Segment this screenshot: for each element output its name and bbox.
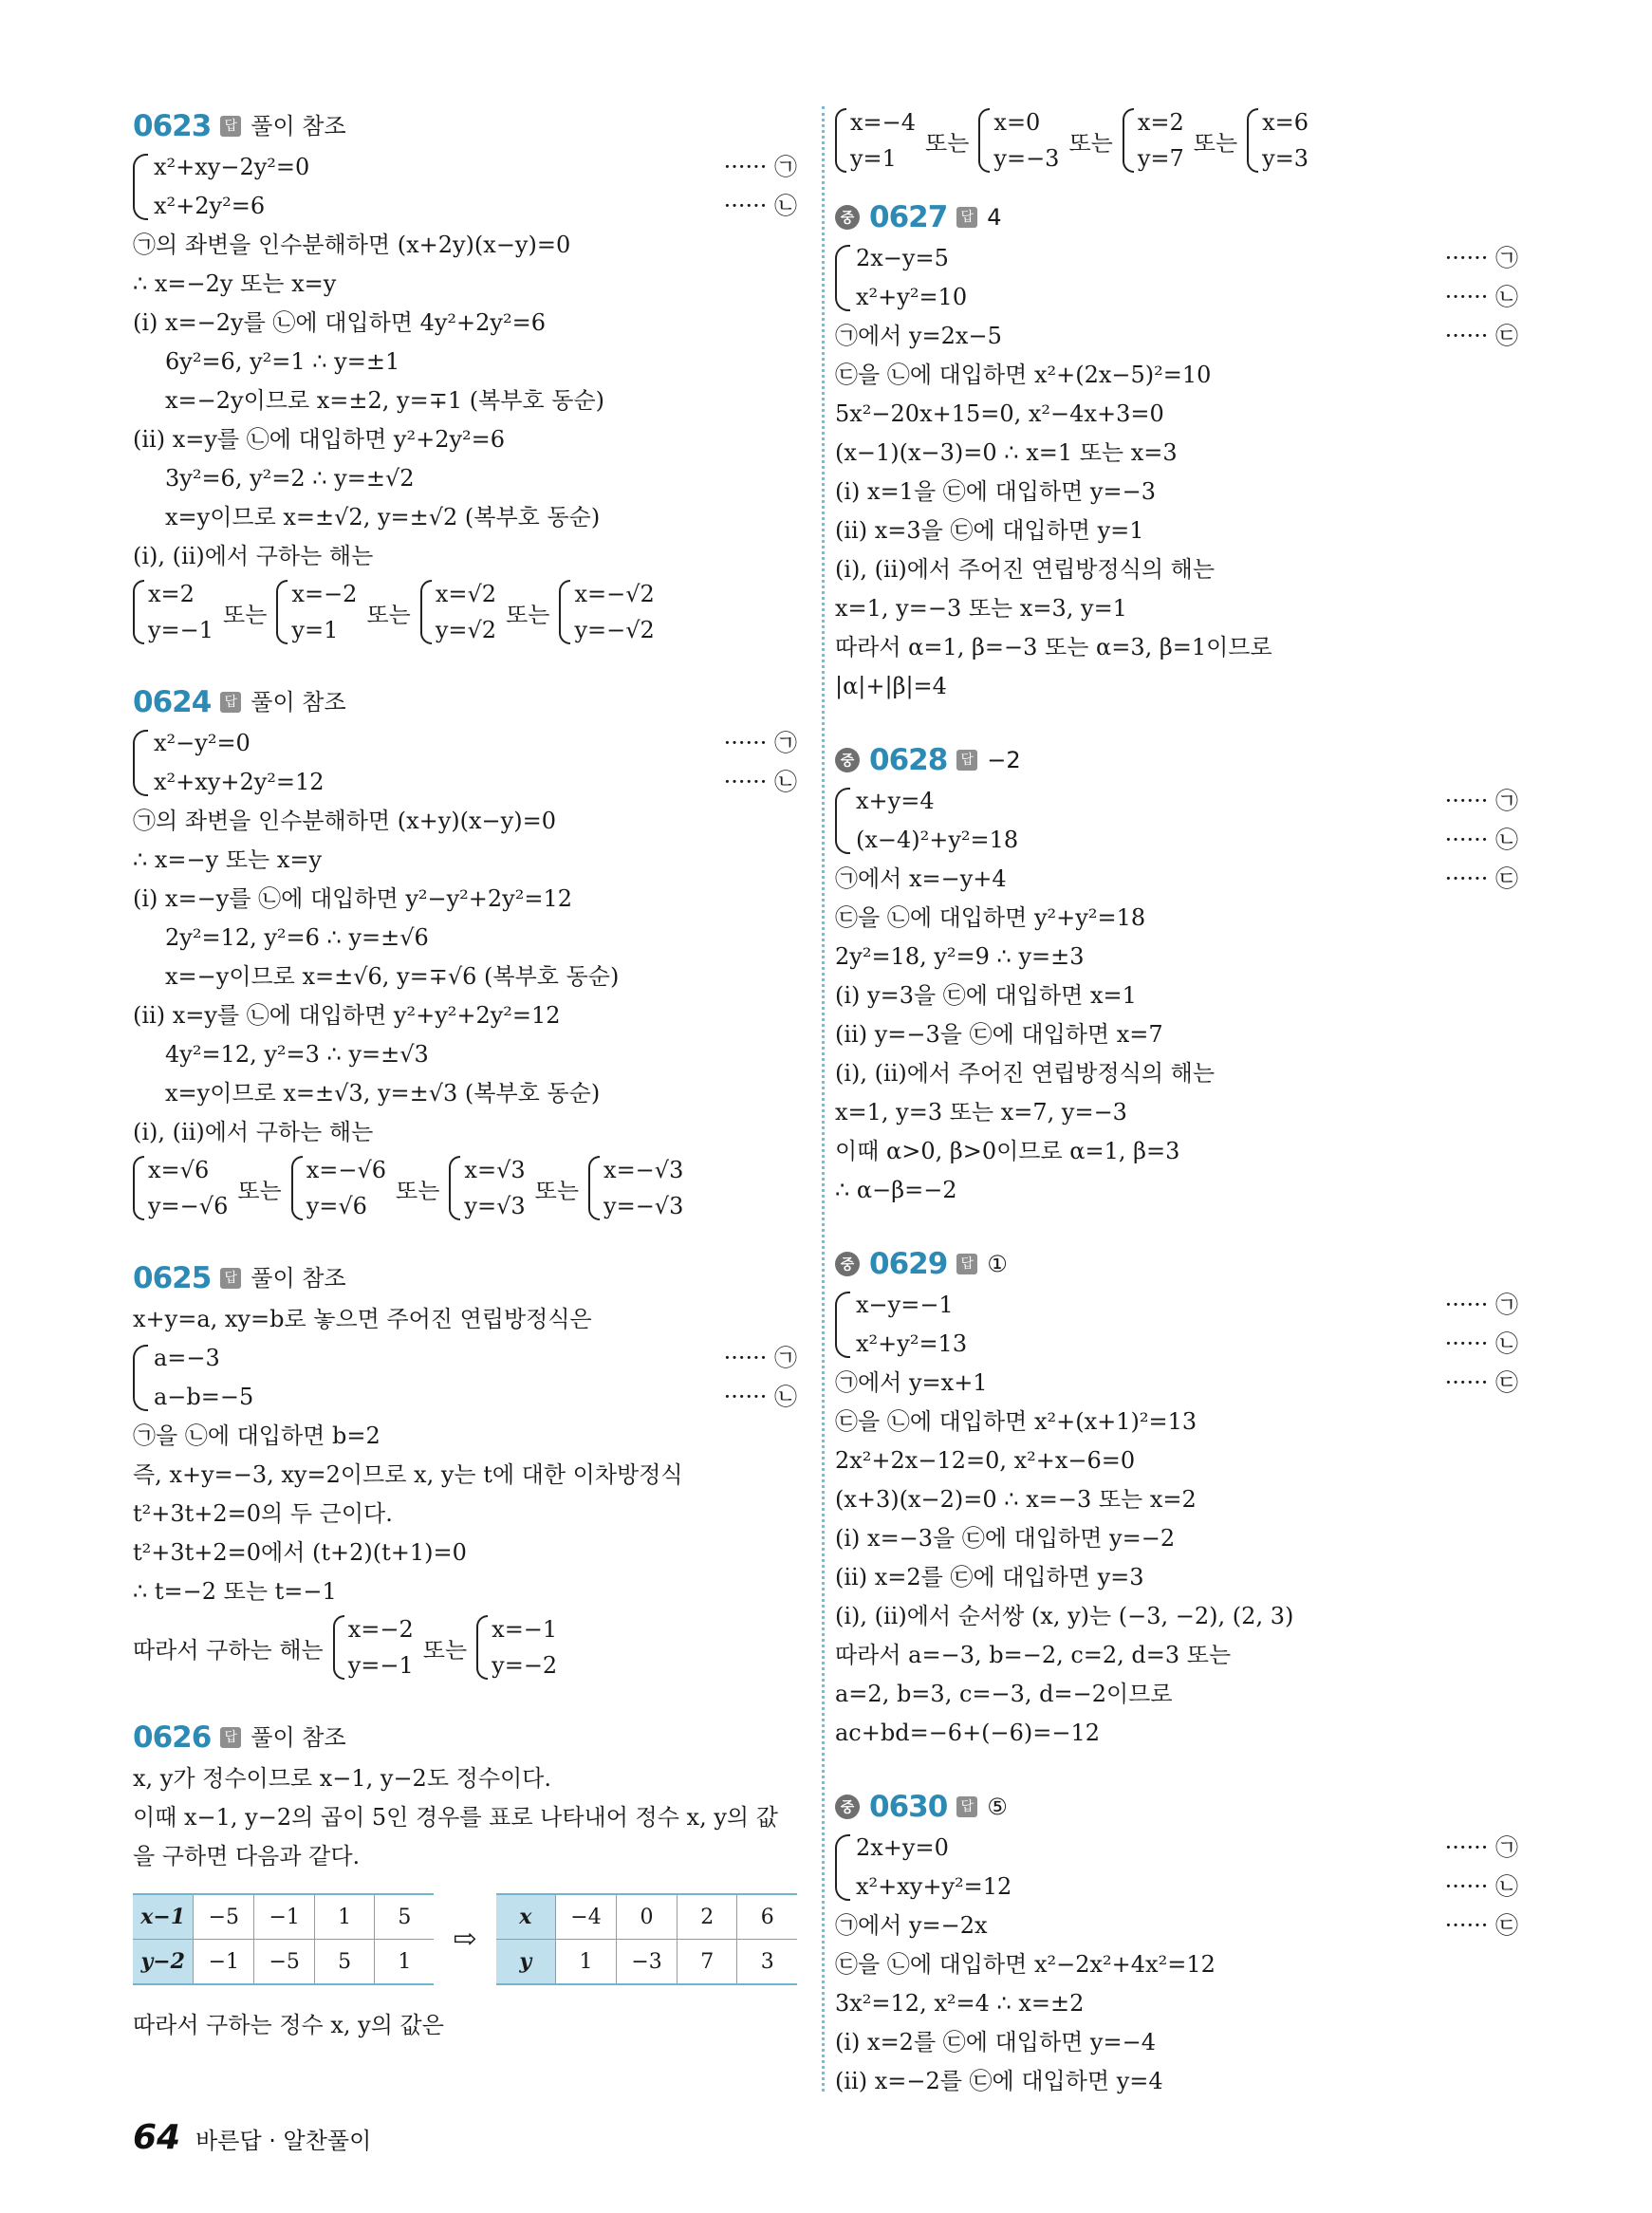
solution-line: (x+3)(x−2)=0 ∴ x=−3 또는 x=2 (835, 1486, 1197, 1513)
product-table (133, 1893, 434, 1985)
equation-system (133, 1339, 797, 1417)
table-cell: 2 (678, 1894, 737, 1940)
solution-line: (ⅰ) x=−2y를 ㉡에 대입하면 4y²+2y²=6 (133, 309, 546, 336)
solution-line: 을 구하면 다음과 같다. (133, 1843, 361, 1869)
equation-system (133, 148, 797, 226)
answer-text: ⑤ (987, 1794, 1008, 1820)
solution-system: x=−4 y=1 (835, 104, 916, 177)
equation-system (835, 1829, 1518, 1906)
solution-line: (ⅱ) x=y를 ㉡에 대입하면 y²+2y²=6 (133, 426, 506, 453)
table-cell: −1 (254, 1894, 315, 1940)
problem-header (835, 1785, 1518, 1829)
or-word: 또는 (396, 1177, 440, 1204)
solution-line: ㉢을 ㉡에 대입하면 x²+(x+1)²=13 (835, 1408, 1197, 1435)
right-arrow-icon: ⇨ (453, 1923, 477, 1956)
or-word: 또는 (1193, 129, 1238, 157)
equation: (x−4)²+y²=18 (856, 827, 1019, 853)
book-title: 바른답 · 알찬풀이 (195, 2128, 372, 2154)
problem-number: 0629 (869, 1247, 948, 1281)
equation: x²−y²=0 (154, 730, 251, 756)
equation: x²+y²=10 (856, 284, 968, 310)
solution-line: ∴ x=−2y 또는 x=y (133, 270, 337, 297)
answer-icon: 답 (956, 750, 977, 771)
equation: a−b=−5 (154, 1384, 254, 1410)
answer-text: 풀이 참조 (251, 1724, 346, 1751)
answer-icon: 답 (956, 1254, 977, 1274)
solution-line: ∴ α−β=−2 (835, 1177, 957, 1203)
brace-icon (133, 580, 144, 644)
answer-text: ① (987, 1251, 1008, 1277)
solution-line: (ⅰ), (ⅱ)에서 구하는 해는 (133, 1119, 374, 1145)
equation-tag: ······ ㉢ (1444, 865, 1518, 892)
solution-line: 따라서 구하는 해는 (133, 1636, 324, 1664)
equation-tag: ······ ㉡ (723, 1384, 797, 1410)
solution-line: 따라서 α=1, β=−3 또는 α=3, β=1이므로 (835, 634, 1272, 660)
equation-tag: ······ ㉢ (1444, 1369, 1518, 1396)
solution-line: ㉢을 ㉡에 대입하면 x²−2x²+4x²=12 (835, 1951, 1216, 1978)
table-cell: −1 (194, 1940, 254, 1985)
solution-line: x=1, y=−3 또는 x=3, y=1 (835, 595, 1127, 622)
brace-icon (133, 1345, 148, 1411)
or-word: 또는 (506, 601, 550, 628)
solution-line: ㉠의 좌변을 인수분해하면 (x+2y)(x−y)=0 (133, 232, 571, 258)
table-cell: 5 (375, 1894, 435, 1940)
problem-header (835, 195, 1518, 239)
equation-tag: ······ ㉠ (1444, 788, 1518, 814)
solution-line: ㉠에서 y=−2x (835, 1912, 988, 1939)
problem-0624 (133, 680, 797, 1224)
table-cell: 7 (678, 1940, 737, 1985)
solution-systems (835, 104, 1518, 177)
or-word: 또는 (925, 129, 970, 157)
solution-line: (ⅱ) x=2를 ㉢에 대입하면 y=3 (835, 1564, 1144, 1590)
answer-icon: 답 (220, 116, 241, 137)
solution-system: x=√3 y=√3 (449, 1152, 525, 1224)
solution-line: (ⅰ) y=3을 ㉢에 대입하면 x=1 (835, 982, 1137, 1009)
problem-0628 (835, 738, 1518, 1210)
table-cell: 1 (375, 1940, 435, 1985)
solution-systems (133, 1611, 797, 1683)
problem-number: 0630 (869, 1790, 948, 1824)
equation-system (835, 239, 1518, 317)
or-word: 또는 (422, 1636, 468, 1664)
solution-line: 이때 x−1, y−2의 곱이 5인 경우를 표로 나타내어 정수 x, y의 값 (133, 1804, 778, 1831)
equation-tag: ······ ㉡ (723, 193, 797, 219)
solution-line: 즉, x+y=−3, xy=2이므로 x, y는 t에 대한 이차방정식 (133, 1461, 683, 1488)
solution-system: x=−√2 y=−√2 (559, 576, 654, 648)
equation-tag: ······ ㉠ (1444, 245, 1518, 271)
equation: x²+2y²=6 (154, 193, 266, 219)
left-column (133, 104, 797, 2077)
solution-line: |α|+|β|=4 (835, 673, 947, 699)
solution-line: ㉠을 ㉡에 대입하면 b=2 (133, 1423, 381, 1449)
answer-text: −2 (987, 747, 1021, 773)
solution-line: ㉠에서 y=x+1 (835, 1369, 988, 1396)
equation-tag: ······ ㉡ (1444, 1873, 1518, 1900)
table-header: x−1 (133, 1894, 194, 1940)
solution-line: ac+bd=−6+(−6)=−12 (835, 1720, 1101, 1746)
page-number: 64 (133, 2118, 181, 2157)
equation-tag: ······ ㉡ (1444, 1330, 1518, 1357)
solution-line: ㉠의 좌변을 인수분해하면 (x+y)(x−y)=0 (133, 808, 556, 834)
answer-icon: 답 (220, 692, 241, 713)
value-tables (133, 1893, 797, 1985)
answer-icon: 답 (956, 1796, 977, 1817)
table-cell: 6 (737, 1894, 797, 1940)
brace-icon (835, 788, 850, 854)
table-cell: 0 (617, 1894, 678, 1940)
equation-tag: ······ ㉠ (1444, 1292, 1518, 1318)
solution-line: t²+3t+2=0에서 (t+2)(t+1)=0 (133, 1539, 467, 1566)
equation-tag: ······ ㉡ (723, 769, 797, 795)
table-header: y−2 (133, 1940, 194, 1985)
equation-system (133, 724, 797, 802)
problem-0626 (133, 1716, 797, 2045)
table-cell: −3 (617, 1940, 678, 1985)
table-cell: −5 (194, 1894, 254, 1940)
equation-tag: ······ ㉠ (723, 154, 797, 180)
brace-icon (1247, 108, 1258, 173)
solution-line: 6y²=6, y²=1 ∴ y=±1 (165, 348, 400, 375)
problem-number: 0627 (869, 200, 948, 234)
solution-systems (133, 576, 797, 648)
answer-text: 풀이 참조 (251, 1265, 346, 1292)
answer-icon: 답 (220, 1727, 241, 1748)
difficulty-badge: 중 (835, 748, 860, 772)
brace-icon (1123, 108, 1134, 173)
brace-icon (133, 154, 148, 220)
solution-line: (ⅰ), (ⅱ)에서 구하는 해는 (133, 543, 374, 569)
table-cell: 1 (315, 1894, 375, 1940)
equation-tag: ······ ㉡ (1444, 827, 1518, 853)
solution-line: 3y²=6, y²=2 ∴ y=±√2 (165, 465, 415, 492)
solution-line: 따라서 a=−3, b=−2, c=2, d=3 또는 (835, 1642, 1232, 1668)
solution-line: (ⅰ) x=−3을 ㉢에 대입하면 y=−2 (835, 1525, 1176, 1552)
solution-line: (ⅱ) x=y를 ㉡에 대입하면 y²+y²+2y²=12 (133, 1002, 561, 1029)
or-word: 또는 (223, 601, 268, 628)
solution-line: 2x²+2x−12=0, x²+x−6=0 (835, 1447, 1136, 1474)
solution-line: 2y²=12, y²=6 ∴ y=±√6 (165, 924, 429, 951)
solution-line: 3x²=12, x²=4 ∴ x=±2 (835, 1990, 1085, 2017)
problem-number: 0628 (869, 743, 948, 777)
equation-tag: ······ ㉠ (723, 1345, 797, 1371)
solution-system: x=2 y=−1 (133, 576, 213, 648)
equation: x²+xy+2y²=12 (154, 769, 325, 795)
result-table (496, 1893, 797, 1985)
equation: 2x+y=0 (856, 1834, 949, 1861)
table-cell: 1 (555, 1940, 616, 1985)
equation-tag: ······ ㉠ (723, 730, 797, 756)
equation-tag: ······ ㉡ (1444, 284, 1518, 310)
solution-line: x=−2y이므로 x=±2, y=∓1 (복부호 동순) (165, 387, 604, 414)
problem-0630 (835, 1785, 1518, 2101)
solution-line: ∴ t=−2 또는 t=−1 (133, 1578, 337, 1605)
equation-system (835, 782, 1518, 860)
table-cell: 3 (737, 1940, 797, 1985)
problem-header (133, 680, 797, 724)
or-word: 또는 (1068, 129, 1113, 157)
solution-system: x=−1 y=−2 (476, 1611, 557, 1683)
solution-line: (ⅰ), (ⅱ)에서 주어진 연립방정식의 해는 (835, 1060, 1216, 1087)
solution-line: ㉢을 ㉡에 대입하면 y²+y²=18 (835, 904, 1146, 931)
table-cell: −4 (555, 1894, 616, 1940)
table-cell: −5 (254, 1940, 315, 1985)
solution-line: (x−1)(x−3)=0 ∴ x=1 또는 x=3 (835, 439, 1178, 466)
equation: x²+xy+y²=12 (856, 1873, 1012, 1900)
equation: a=−3 (154, 1345, 220, 1371)
problem-number: 0625 (133, 1261, 212, 1295)
equation-tag: ······ ㉠ (1444, 1834, 1518, 1861)
solution-line: x=−y이므로 x=±√6, y=∓√6 (복부호 동순) (165, 963, 620, 990)
brace-icon (978, 108, 990, 173)
equation: x+y=4 (856, 788, 935, 814)
problem-0626-continued (835, 104, 1518, 177)
brace-icon (291, 1156, 303, 1220)
solution-line: 따라서 구하는 정수 x, y의 값은 (133, 2012, 444, 2038)
solution-line: (ⅱ) y=−3을 ㉢에 대입하면 x=7 (835, 1021, 1163, 1048)
brace-icon (333, 1615, 344, 1680)
equation: x²+y²=13 (856, 1330, 968, 1357)
brace-icon (835, 245, 850, 311)
equation: 2x−y=5 (856, 245, 949, 271)
brace-icon (559, 580, 570, 644)
problem-number: 0624 (133, 685, 212, 719)
solution-system: x=−2 y=1 (276, 576, 357, 648)
solution-line: ㉠에서 x=−y+4 (835, 865, 1007, 892)
solution-line: x, y가 정수이므로 x−1, y−2도 정수이다. (133, 1765, 551, 1792)
column-divider (822, 106, 825, 2092)
brace-icon (449, 1156, 460, 1220)
problem-0625 (133, 1256, 797, 1683)
solution-line: (ⅱ) x=−2를 ㉢에 대입하면 y=4 (835, 2068, 1163, 2094)
problem-0623 (133, 104, 797, 648)
solution-line: ㉢을 ㉡에 대입하면 x²+(2x−5)²=10 (835, 362, 1212, 388)
table-header: y (496, 1940, 556, 1985)
answer-icon: 답 (956, 207, 977, 228)
equation-tag: ······ ㉢ (1444, 1912, 1518, 1939)
problem-header (133, 1256, 797, 1300)
problem-header (835, 738, 1518, 782)
brace-icon (476, 1615, 488, 1680)
equation-tag: ······ ㉢ (1444, 323, 1518, 349)
brace-icon (420, 580, 432, 644)
solution-system: x=−√3 y=−√3 (588, 1152, 683, 1224)
answer-icon: 답 (220, 1268, 241, 1289)
solution-line: (ⅱ) x=3을 ㉢에 대입하면 y=1 (835, 517, 1144, 544)
brace-icon (835, 108, 846, 173)
solution-line: 2y²=18, y²=9 ∴ y=±3 (835, 943, 1085, 970)
solution-line: x=1, y=3 또는 x=7, y=−3 (835, 1099, 1127, 1125)
solution-system: x=√2 y=√2 (420, 576, 496, 648)
solution-line: a=2, b=3, c=−3, d=−2이므로 (835, 1681, 1173, 1707)
difficulty-badge: 중 (835, 1252, 860, 1276)
problem-header (133, 1716, 797, 1759)
or-word: 또는 (534, 1177, 580, 1204)
equation: x−y=−1 (856, 1292, 954, 1318)
problem-0627 (835, 195, 1518, 706)
solution-line: x=y이므로 x=±√3, y=±√3 (복부호 동순) (165, 1080, 601, 1106)
difficulty-badge: 중 (835, 1795, 860, 1819)
brace-icon (588, 1156, 600, 1220)
problem-header (133, 104, 797, 148)
solution-line: (ⅰ), (ⅱ)에서 순서쌍 (x, y)는 (−3, −2), (2, 3) (835, 1603, 1294, 1629)
table-header: x (496, 1894, 556, 1940)
equation-system (835, 1286, 1518, 1364)
solution-line: t²+3t+2=0의 두 근이다. (133, 1500, 393, 1527)
brace-icon (133, 730, 148, 796)
solution-system: x=6 y=3 (1247, 104, 1309, 177)
solution-line: ∴ x=−y 또는 x=y (133, 846, 323, 873)
or-word: 또는 (366, 601, 411, 628)
problem-header (835, 1242, 1518, 1286)
solution-line: 5x²−20x+15=0, x²−4x+3=0 (835, 400, 1164, 427)
problem-number: 0623 (133, 109, 212, 143)
brace-icon (133, 1156, 144, 1220)
or-word: 또는 (237, 1177, 282, 1204)
answer-text: 풀이 참조 (251, 689, 346, 716)
brace-icon (835, 1834, 850, 1901)
solution-line: ㉠에서 y=2x−5 (835, 323, 1002, 349)
answer-text: 풀이 참조 (251, 113, 346, 139)
solution-line: x+y=a, xy=b로 놓으면 주어진 연립방정식은 (133, 1306, 592, 1332)
solution-system: x=−√6 y=√6 (291, 1152, 386, 1224)
solution-line: 4y²=12, y²=3 ∴ y=±√3 (165, 1041, 429, 1068)
page-footer (133, 2118, 371, 2157)
solution-systems (133, 1152, 797, 1224)
solution-line: (ⅰ), (ⅱ)에서 주어진 연립방정식의 해는 (835, 556, 1216, 583)
solution-system: x=−2 y=−1 (333, 1611, 414, 1683)
solution-line: (ⅰ) x=2를 ㉢에 대입하면 y=−4 (835, 2029, 1156, 2055)
brace-icon (276, 580, 288, 644)
answer-text: 4 (987, 204, 1002, 231)
problem-number: 0626 (133, 1720, 212, 1755)
solution-line: (ⅰ) x=1을 ㉢에 대입하면 y=−3 (835, 478, 1156, 505)
solution-system: x=√6 y=−√6 (133, 1152, 228, 1224)
table-cell: 5 (315, 1940, 375, 1985)
solution-system: x=2 y=7 (1123, 104, 1184, 177)
solution-line: (ⅰ) x=−y를 ㉡에 대입하면 y²−y²+2y²=12 (133, 885, 573, 912)
difficulty-badge: 중 (835, 205, 860, 230)
right-column (835, 104, 1518, 2133)
solution-system: x=0 y=−3 (978, 104, 1059, 177)
equation: x²+xy−2y²=0 (154, 154, 310, 180)
solution-line: 이때 α>0, β>0이므로 α=1, β=3 (835, 1138, 1180, 1164)
solution-line: x=y이므로 x=±√2, y=±√2 (복부호 동순) (165, 504, 601, 530)
brace-icon (835, 1292, 850, 1358)
problem-0629 (835, 1242, 1518, 1753)
